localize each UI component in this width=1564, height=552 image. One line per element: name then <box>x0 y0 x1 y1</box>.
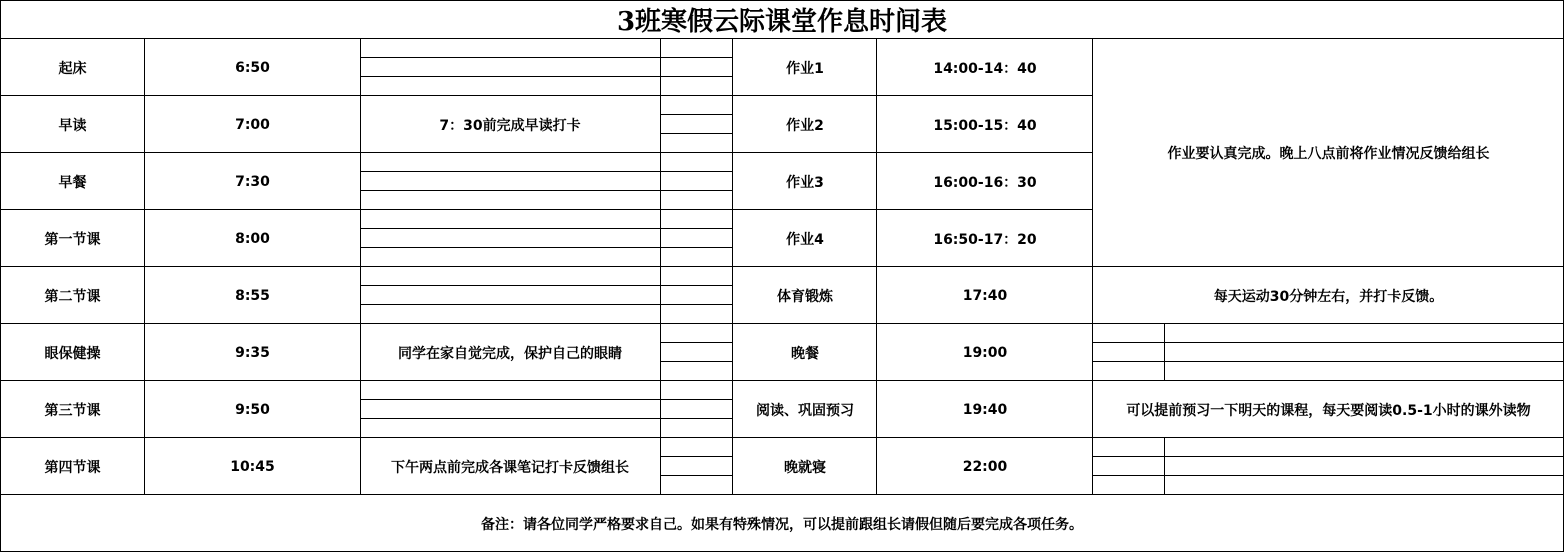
grid-line <box>1092 342 1564 343</box>
activity-cell: 晚就寝 <box>784 459 826 476</box>
grid-line <box>660 133 733 134</box>
grid-line <box>660 76 733 77</box>
grid-line <box>660 456 733 457</box>
time-cell: 22:00 <box>962 458 1008 475</box>
time-cell: 9:35 <box>235 344 270 361</box>
footer-remark: 备注：请各位同学严格要求自己。如果有特殊情况，可以提前跟组长请假但随后要完成各项任务。 <box>481 516 1083 533</box>
activity-cell: 作业3 <box>786 174 824 191</box>
grid-line <box>660 190 733 191</box>
grid-line <box>660 361 733 362</box>
grid-line <box>660 228 733 229</box>
grid-line <box>1164 323 1165 381</box>
grid-line <box>660 247 733 248</box>
activity-cell: 早餐 <box>58 174 87 191</box>
grid-line <box>660 475 733 476</box>
time-cell: 10:45 <box>230 458 275 475</box>
activity-cell: 第四节课 <box>44 459 101 476</box>
activity-cell: 阅读、巩固预习 <box>756 402 854 419</box>
grid-line <box>660 304 733 305</box>
time-cell: 15:00-15：40 <box>933 117 1037 134</box>
note-cell <box>360 153 660 210</box>
time-cell: 16:00-16：30 <box>933 174 1037 191</box>
grid-line <box>1164 437 1165 495</box>
note-cell <box>360 39 660 96</box>
note-cell <box>360 210 660 267</box>
time-cell: 8:00 <box>235 230 270 247</box>
note-cell: 同学在家自觉完成，保护自己的眼睛 <box>398 345 622 362</box>
time-cell: 17:40 <box>962 287 1008 304</box>
reading-note: 可以提前预习一下明天的课程，每天要阅读0.5-1小时的课外读物 <box>1126 402 1531 419</box>
activity-cell: 起床 <box>58 60 87 77</box>
grid-line <box>660 57 733 58</box>
activity-cell: 第一节课 <box>44 231 101 248</box>
activity-cell: 早读 <box>58 117 87 134</box>
note-cell <box>360 267 660 324</box>
grid-line <box>660 399 733 400</box>
grid-line <box>660 285 733 286</box>
grid-line <box>660 171 733 172</box>
time-cell: 14:00-14：40 <box>933 60 1037 77</box>
grid-line <box>1092 361 1564 362</box>
activity-cell: 第二节课 <box>44 288 101 305</box>
note-cell: 下午两点前完成各课笔记打卡反馈组长 <box>391 459 629 476</box>
time-cell: 8:55 <box>235 287 270 304</box>
grid-line <box>660 114 733 115</box>
time-cell: 6:50 <box>235 59 270 76</box>
time-cell: 7:00 <box>235 116 270 133</box>
time-cell: 16:50-17：20 <box>933 231 1037 248</box>
activity-cell: 作业2 <box>786 117 824 134</box>
page-title: 3班寒假云际课堂作息时间表 <box>616 6 948 37</box>
homework-note: 作业要认真完成。晚上八点前将作业情况反馈给组长 <box>1167 146 1490 162</box>
exercise-note: 每天运动30分钟左右，并打卡反馈。 <box>1213 288 1444 305</box>
activity-cell: 作业4 <box>786 231 824 248</box>
time-cell: 9:50 <box>235 401 270 418</box>
activity-cell: 体育锻炼 <box>777 288 833 305</box>
activity-cell: 眼保健操 <box>44 345 101 362</box>
time-cell: 7:30 <box>235 173 270 190</box>
time-cell: 19:40 <box>962 401 1008 418</box>
grid-line <box>660 38 661 495</box>
grid-line <box>1092 456 1564 457</box>
note-cell <box>360 381 660 438</box>
grid-line <box>1092 475 1564 476</box>
activity-cell: 第三节课 <box>44 402 101 419</box>
grid-line <box>660 342 733 343</box>
time-cell: 19:00 <box>962 344 1008 361</box>
activity-cell: 晚餐 <box>791 345 819 362</box>
activity-cell: 作业1 <box>786 60 824 77</box>
note-cell: 7：30前完成早读打卡 <box>439 117 581 134</box>
grid-line <box>660 418 733 419</box>
